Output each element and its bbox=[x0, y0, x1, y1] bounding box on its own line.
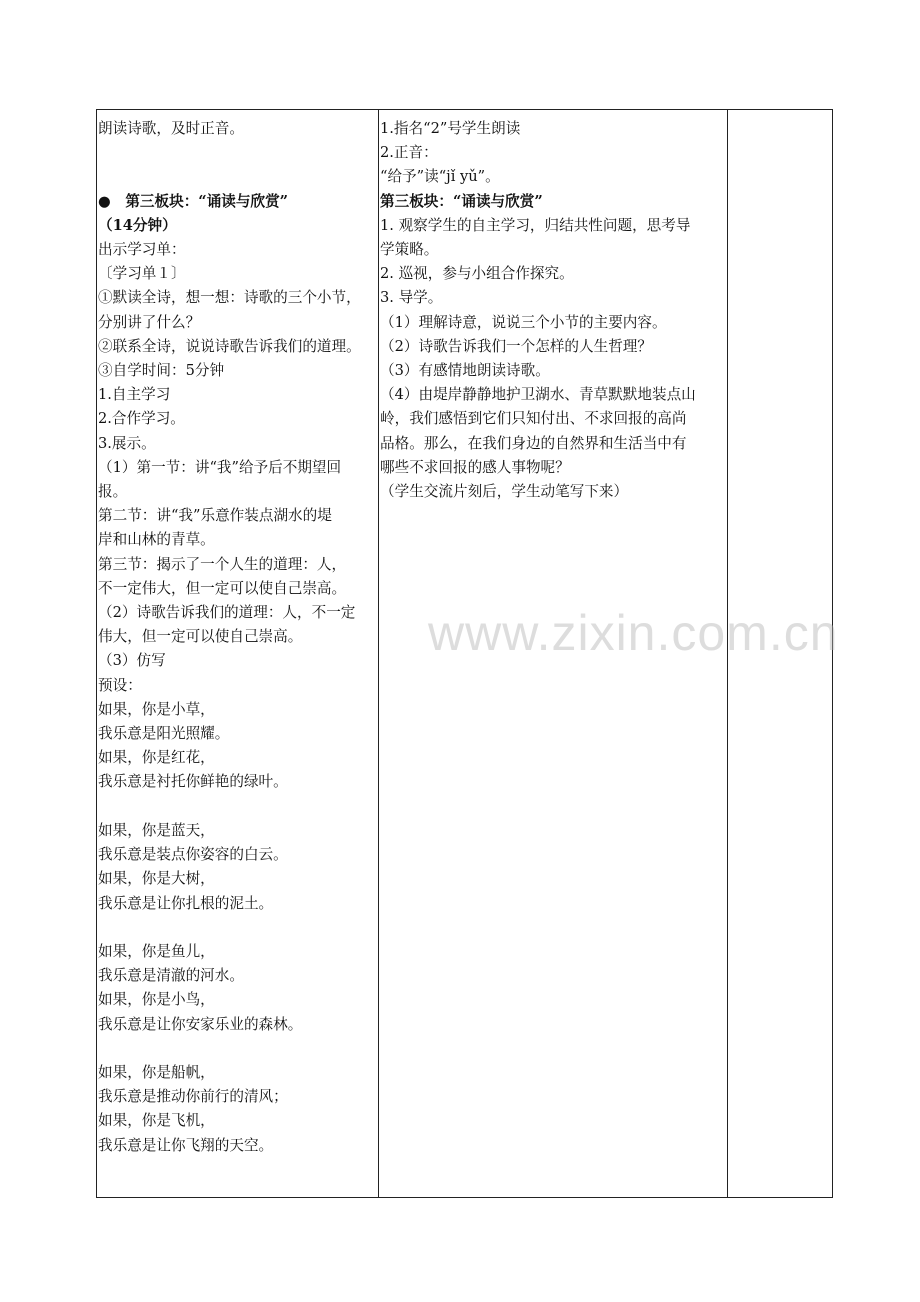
text-line: 3.展示。 bbox=[98, 434, 156, 452]
text-line: 岸和山林的青草。 bbox=[98, 531, 215, 549]
text-line: 如果，你是飞机， bbox=[98, 1112, 215, 1130]
text-line: 我乐意是让你飞翔的天空。 bbox=[98, 1136, 274, 1154]
text-line: 学策略。 bbox=[380, 241, 439, 259]
text-line: 出示学习单： bbox=[98, 241, 186, 259]
text-line: （1）理解诗意，说说三个小节的主要内容。 bbox=[380, 313, 667, 331]
text-line: ①默读全诗，想一想：诗歌的三个小节， bbox=[98, 289, 361, 307]
text-line: 1. 观察学生的自主学习，归结共性问题，思考导 bbox=[380, 216, 691, 234]
text-line: 我乐意是衬托你鲜艳的绿叶。 bbox=[98, 773, 288, 791]
text-line: 如果，你是船帆， bbox=[98, 1063, 215, 1081]
text-line: （14分钟） bbox=[98, 216, 177, 234]
text-line: 朗读诗歌，及时正音。 bbox=[98, 120, 244, 137]
text-line: 1.指名“2”号学生朗读 bbox=[380, 120, 521, 137]
text-line: 我乐意是阳光照耀。 bbox=[98, 725, 230, 743]
text-line: 如果，你是大树， bbox=[98, 870, 215, 888]
text-line: 我乐意是装点你姿容的白云。 bbox=[98, 846, 288, 864]
text-line: ③自学时间：5分钟 bbox=[98, 362, 225, 380]
text-line: 岭，我们感悟到它们只知付出、不求回报的高尚 bbox=[380, 410, 687, 428]
text-line: 分别讲了什么？ bbox=[98, 313, 201, 331]
text-line: （1）第一节：讲“我”给予后不期望回 bbox=[98, 458, 342, 476]
text-line: 第三板块：“诵读与欣赏” bbox=[380, 192, 543, 210]
text-line: 第三节：揭示了一个人生的道理：人， bbox=[98, 555, 347, 573]
text-line: 如果，你是小草， bbox=[98, 700, 215, 718]
text-line: 如果，你是小鸟， bbox=[98, 991, 215, 1009]
text-line bbox=[98, 165, 361, 189]
text-line: 2.合作学习。 bbox=[98, 410, 185, 428]
text-line: （2）诗歌告诉我们的道理：人，不一定 bbox=[98, 604, 356, 622]
text-line: 预设： bbox=[98, 676, 142, 694]
text-line: 1.自主学习 bbox=[98, 386, 171, 404]
text-line bbox=[98, 141, 361, 165]
text-line: （学生交流片刻后，学生动笔写下来） bbox=[380, 483, 629, 501]
text-line: 如果，你是鱼儿， bbox=[98, 942, 215, 960]
text-line: 伟大，但一定可以使自己崇高。 bbox=[98, 628, 303, 646]
text-line: （3）有感情地朗读诗歌。 bbox=[380, 362, 550, 380]
text-line: 不一定伟大，但一定可以使自己崇高。 bbox=[98, 579, 347, 597]
text-line: 第二节：讲“我”乐意作装点湖水的堤 bbox=[98, 507, 332, 525]
text-line: 我乐意是让你扎根的泥土。 bbox=[98, 894, 274, 912]
left-column-cell bbox=[97, 110, 379, 1197]
text-line bbox=[98, 1037, 361, 1061]
text-line: 2. 巡视，参与小组合作探究。 bbox=[380, 265, 574, 283]
text-line: 哪些不求回报的感人事物呢？ bbox=[380, 458, 570, 476]
text-line: （2）诗歌告诉我们一个怎样的人生哲理？ bbox=[380, 337, 652, 355]
text-line: 我乐意是推动你前行的清风； bbox=[98, 1088, 288, 1106]
text-line: 〔学习单１〕 bbox=[98, 265, 186, 283]
text-line: 品格。那么，在我们身边的自然界和生活当中有 bbox=[380, 434, 687, 452]
left-column-text bbox=[98, 117, 361, 1158]
text-line: 报。 bbox=[98, 483, 128, 501]
text-line: 2.正音： bbox=[380, 144, 438, 162]
text-line: 我乐意是清澈的河水。 bbox=[98, 967, 244, 985]
text-line: 如果，你是蓝天， bbox=[98, 821, 215, 839]
text-line: 我乐意是让你安家乐业的森林。 bbox=[98, 1015, 303, 1033]
text-line bbox=[98, 795, 361, 819]
watermark: www.zixin.com.cn bbox=[428, 605, 839, 661]
text-line: ● 第三板块：“诵读与欣赏” bbox=[98, 192, 289, 210]
text-line: 如果，你是红花， bbox=[98, 749, 215, 767]
text-line: “给予”读“jǐ yǔ”。 bbox=[380, 168, 500, 186]
text-line: 3. 导学。 bbox=[380, 289, 443, 307]
text-line: ②联系全诗，说说诗歌告诉我们的道理。 bbox=[98, 337, 361, 355]
text-line: （4）由堤岸静静地护卫湖水、青草默默地装点山 bbox=[380, 386, 696, 404]
text-line: （3）仿写 bbox=[98, 652, 166, 670]
text-line bbox=[98, 916, 361, 940]
middle-column-text bbox=[380, 117, 696, 504]
